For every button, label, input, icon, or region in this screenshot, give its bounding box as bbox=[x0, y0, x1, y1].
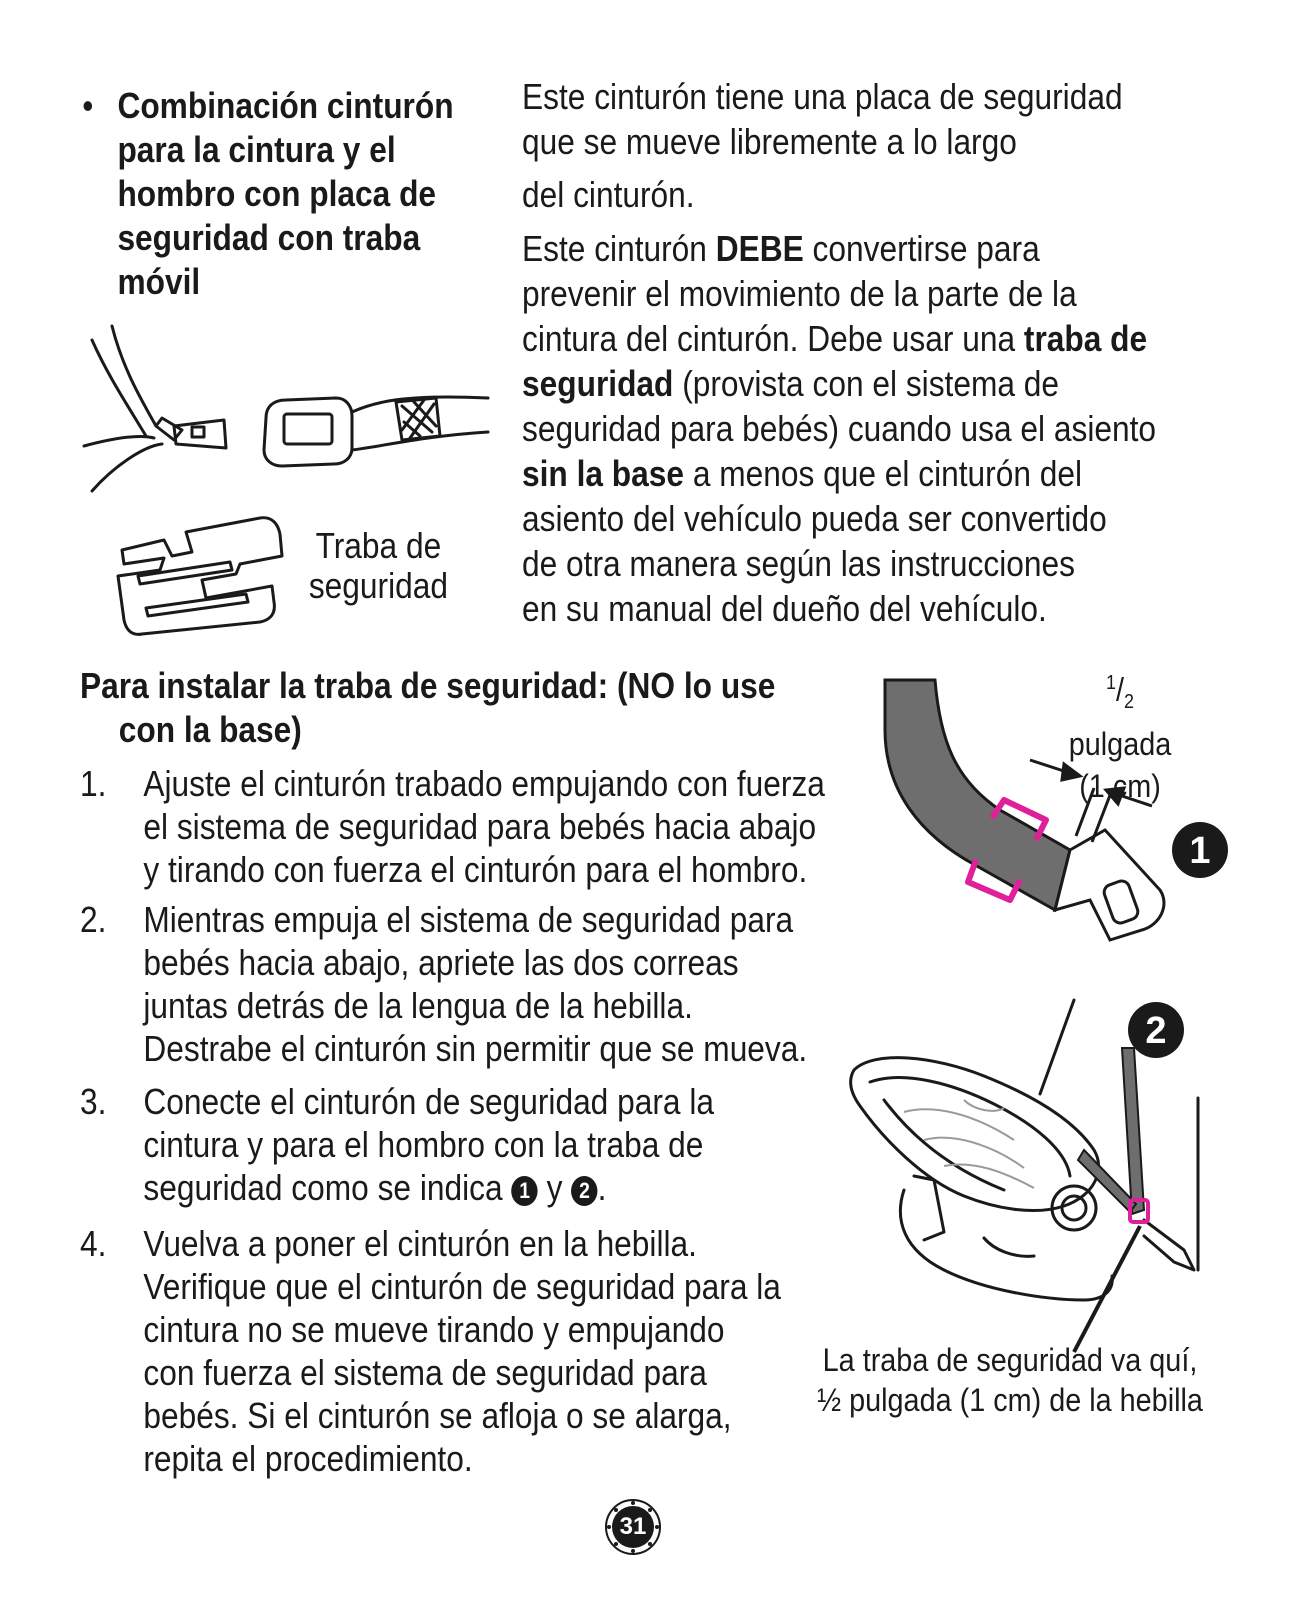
step-line: repita el procedimiento. bbox=[143, 1438, 473, 1479]
heading-line: con la base) bbox=[118, 709, 302, 750]
paragraph-line bbox=[522, 361, 1226, 406]
step-number: 1. bbox=[80, 763, 107, 804]
intro-paragraph-2 bbox=[522, 226, 1226, 631]
step-line bbox=[143, 1166, 714, 1209]
callout-line: La traba de seguridad va quí, bbox=[822, 1342, 1198, 1378]
step-line: cintura no se mueve tirando y empujando bbox=[143, 1309, 725, 1350]
step-number: 3. bbox=[80, 1081, 107, 1122]
gap-label-line: (1 cm) bbox=[1079, 768, 1161, 805]
step-line: Ajuste el cinturón trabado empujando con fuerza bbox=[143, 763, 825, 804]
emphasis-text: traba de bbox=[1023, 318, 1148, 359]
bullet-heading-line: seguridad con traba bbox=[117, 217, 421, 258]
paragraph-line: de otra manera según las instrucciones bbox=[522, 543, 1075, 584]
emphasis-text: DEBE bbox=[715, 228, 804, 269]
paragraph-line bbox=[522, 451, 1226, 496]
instruction-step bbox=[80, 1080, 714, 1209]
diagram-2-car-seat bbox=[844, 1000, 1204, 1350]
fraction-denominator: 2 bbox=[1123, 691, 1135, 714]
paragraph-line bbox=[522, 226, 1226, 271]
label-line: seguridad bbox=[308, 565, 448, 606]
fraction-numerator: 1 bbox=[1105, 672, 1116, 694]
step-line: con fuerza el sistema de seguridad para bbox=[143, 1352, 707, 1393]
section-bullet-heading bbox=[84, 84, 454, 304]
emphasis-text: seguridad bbox=[522, 363, 674, 404]
step-number: 2. bbox=[80, 899, 107, 940]
step-line: Vuelva a poner el cinturón en la hebilla. bbox=[143, 1223, 697, 1264]
install-heading bbox=[80, 664, 872, 752]
text-run: y bbox=[537, 1167, 572, 1208]
figure-1-marker: 1 bbox=[511, 1176, 537, 1206]
paragraph-line: asiento del vehículo pueda ser convertido bbox=[522, 498, 1107, 539]
label-line: Traba de bbox=[315, 525, 442, 566]
figure-1-number: 1 bbox=[1189, 830, 1211, 872]
heading-line: Para instalar la traba de seguridad: (NO lo use bbox=[80, 665, 776, 706]
paragraph-line: en su manual del dueño del vehículo. bbox=[522, 588, 1047, 629]
step-line: el sistema de seguridad para bebés hacia abajo bbox=[143, 806, 817, 847]
step-line: Verifique que el cinturón de seguridad para la bbox=[143, 1266, 781, 1307]
step-line: bebés. Si el cinturón se afloja o se alarga, bbox=[143, 1395, 732, 1436]
paragraph-line: prevenir el movimiento de la parte de la bbox=[522, 273, 1077, 314]
paragraph-line bbox=[522, 316, 1226, 361]
instruction-step bbox=[80, 898, 807, 1070]
bullet-heading-line: para la cintura y el bbox=[117, 129, 396, 170]
text-run: . bbox=[597, 1167, 607, 1208]
locking-clip-illustration bbox=[112, 516, 282, 636]
step-line: Destrabe el cinturón sin permitir que se mueva. bbox=[143, 1028, 808, 1069]
step-line: Conecte el cinturón de seguridad para la bbox=[143, 1081, 714, 1122]
paragraph-line: que se mueve libremente a lo largo bbox=[522, 121, 1017, 162]
page-number: 31 bbox=[619, 1513, 647, 1540]
bullet-heading-line: hombro con placa de bbox=[117, 173, 437, 214]
bullet-heading-line: móvil bbox=[117, 261, 201, 302]
text-run: Este cinturón bbox=[522, 228, 716, 269]
step-number: 4. bbox=[80, 1223, 107, 1264]
gap-label-line: $^1/_2$ pulgada bbox=[1030, 662, 1210, 765]
gap-unit: pulgada bbox=[1068, 726, 1172, 763]
callout-line: ½ pulgada (1 cm) de la hebilla bbox=[817, 1382, 1203, 1418]
step-line: y tirando con fuerza el cinturón para el hombro. bbox=[143, 849, 808, 890]
figure-2-marker: 2 bbox=[571, 1176, 597, 1206]
step-line: cintura y para el hombro con la traba de bbox=[143, 1124, 704, 1165]
text-run: a menos que el cinturón del bbox=[684, 453, 1083, 494]
text-run: cintura del cinturón. Debe usar una bbox=[522, 318, 1024, 359]
emphasis-text: sin la base bbox=[522, 453, 685, 494]
step-line: Mientras empuja el sistema de seguridad para bbox=[143, 899, 794, 940]
half-inch-gap-label bbox=[1030, 662, 1210, 807]
belt-buckle-illustration bbox=[84, 326, 494, 501]
figure-2-number: 2 bbox=[1145, 1010, 1167, 1052]
instruction-step bbox=[80, 762, 825, 891]
locking-clip-position-callout bbox=[794, 1340, 1226, 1420]
step-line: juntas detrás de la lengua de la hebilla. bbox=[143, 985, 693, 1026]
text-run: convertirse para bbox=[803, 228, 1040, 269]
locking-clip-label bbox=[308, 526, 449, 606]
intro-paragraph-1 bbox=[522, 74, 1217, 217]
text-run: (provista con el sistema de bbox=[673, 363, 1060, 404]
paragraph-line: del cinturón. bbox=[522, 174, 695, 215]
bullet-heading-line: Combinación cinturón bbox=[117, 85, 454, 126]
text-run: seguridad como se indica bbox=[143, 1167, 512, 1208]
step-line: bebés hacia abajo, apriete las dos correas bbox=[143, 942, 739, 983]
instruction-step bbox=[80, 1222, 781, 1480]
paragraph-line: Este cinturón tiene una placa de seguridad bbox=[522, 76, 1123, 117]
page-number-badge bbox=[604, 1498, 662, 1556]
paragraph-line: seguridad para bebés) cuando usa el asiento bbox=[522, 408, 1157, 449]
bullet-marker: • bbox=[82, 85, 94, 126]
